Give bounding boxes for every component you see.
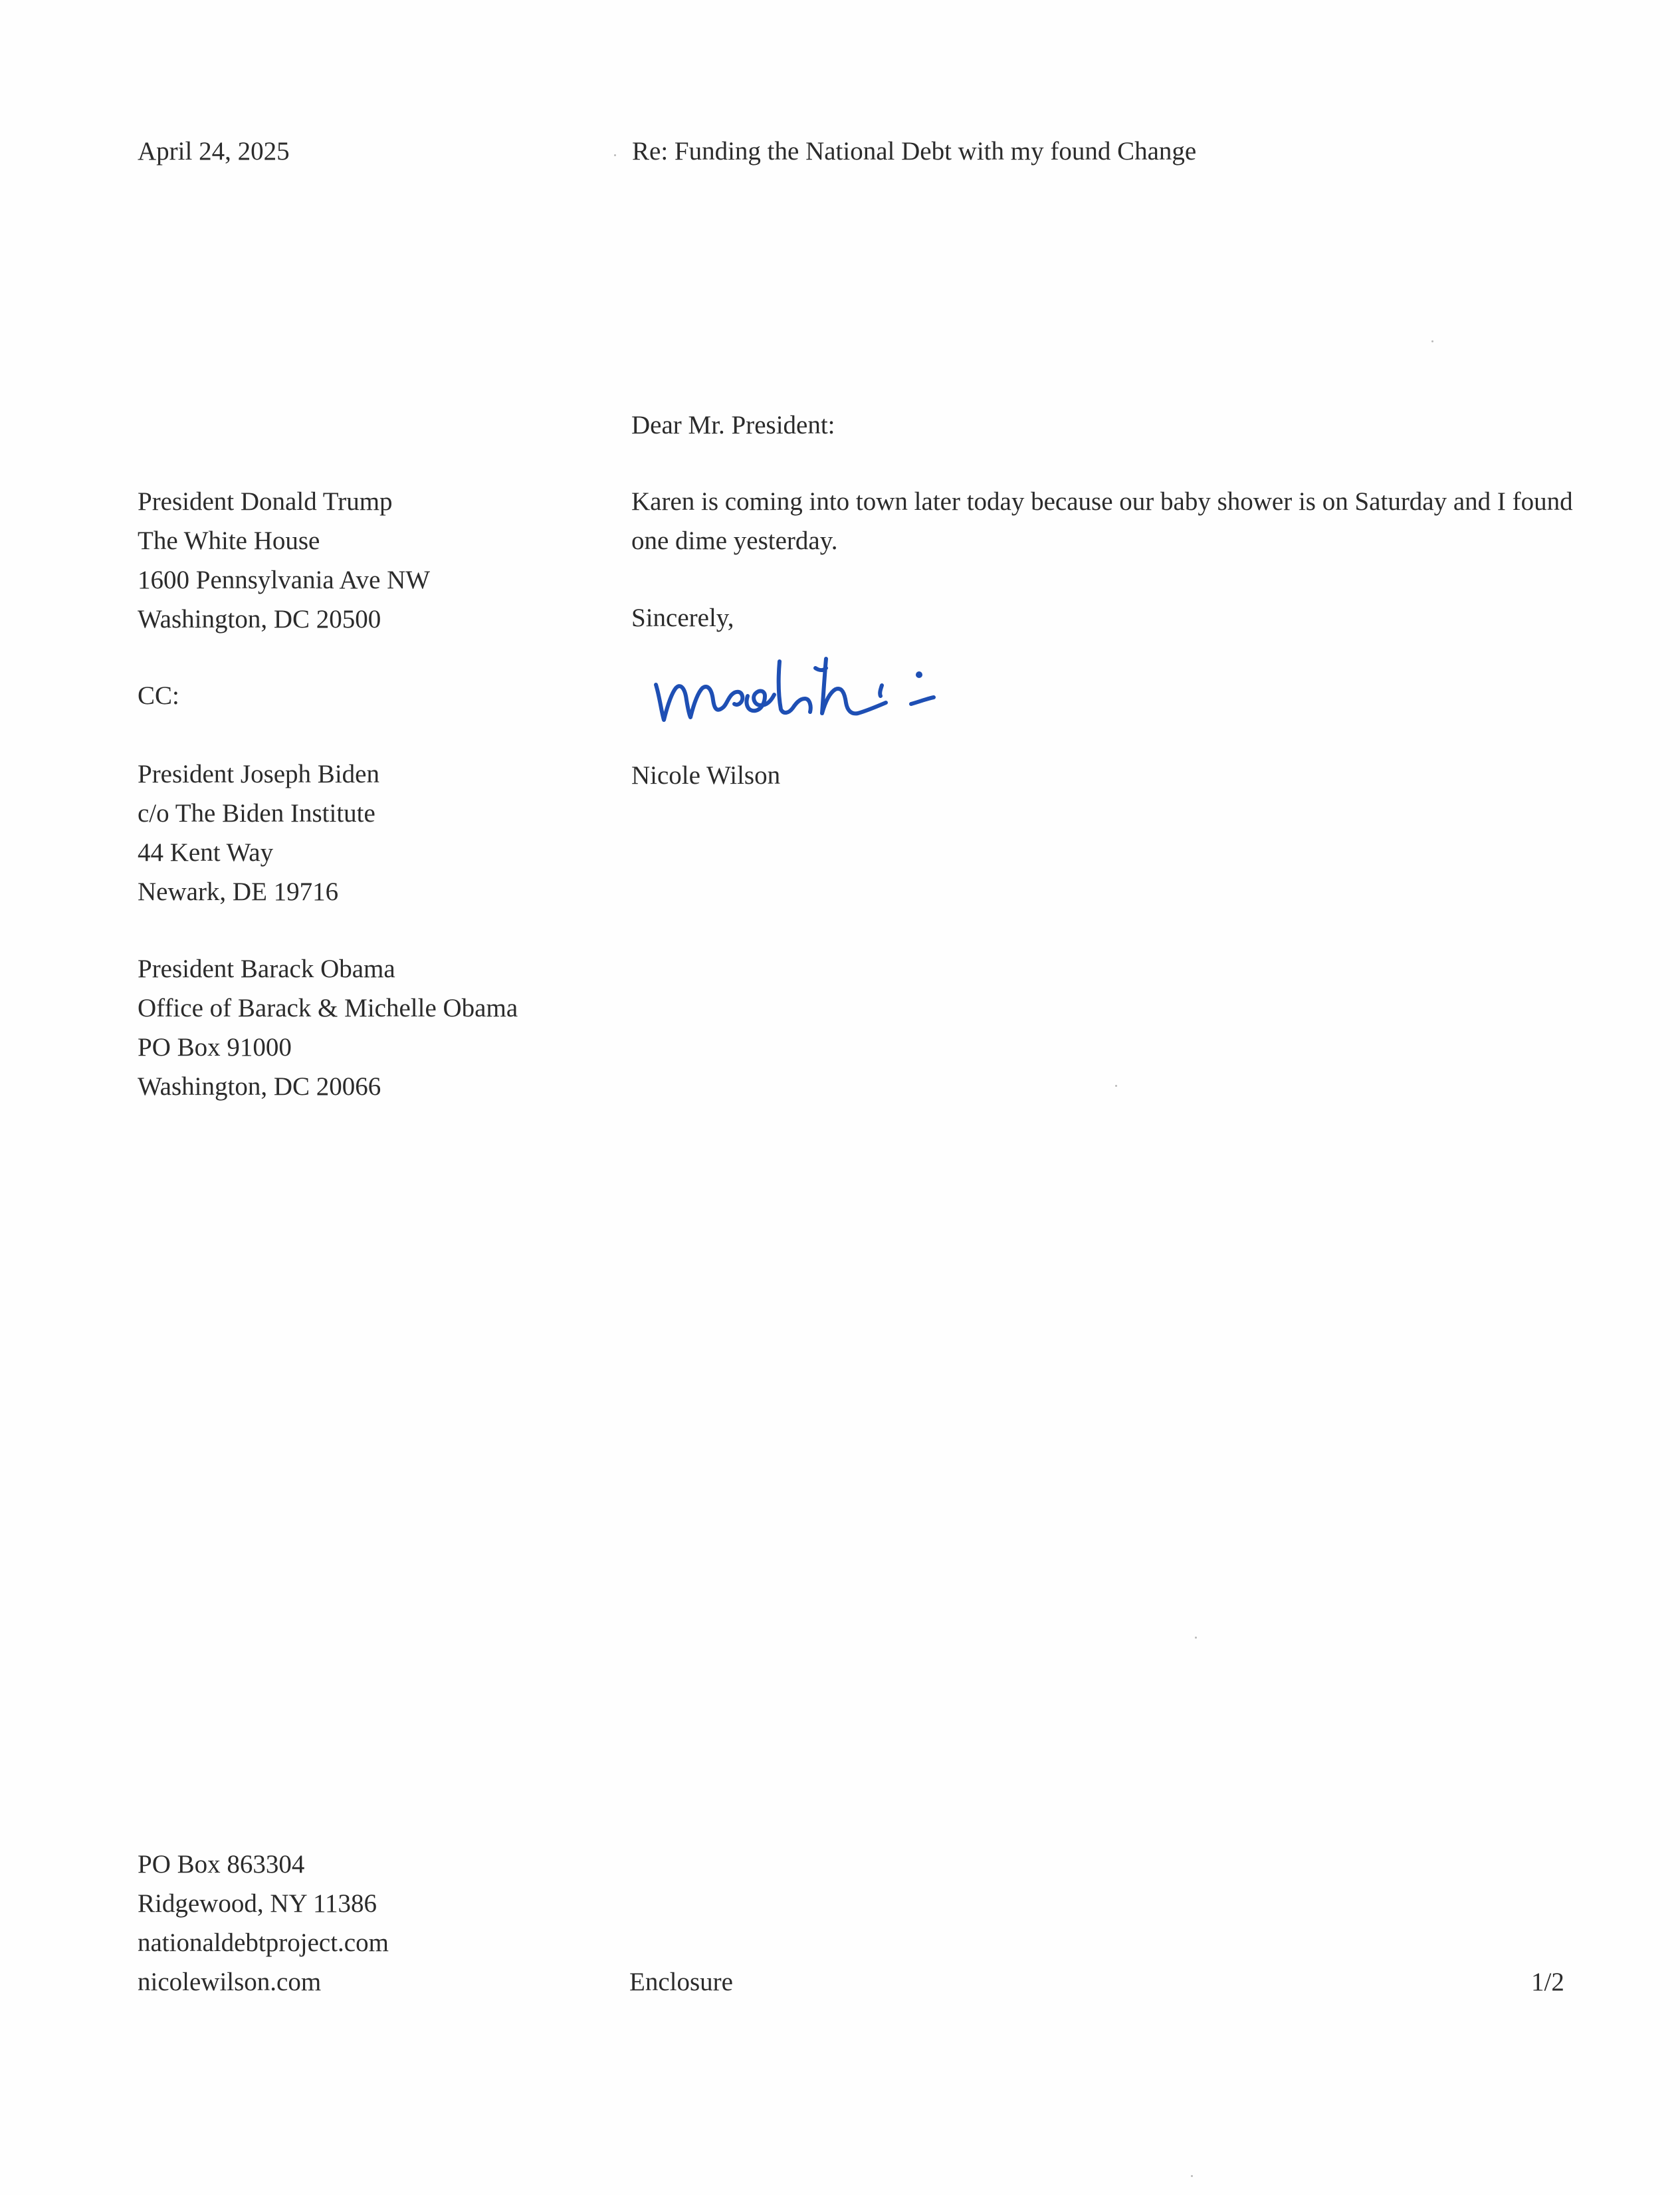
letter-body: Karen is coming into town later today because our baby shower is on Saturday and I found one dime yesterday.: [631, 487, 1573, 555]
closing: Sincerely,: [631, 604, 734, 632]
salutation: Dear Mr. President:: [631, 411, 835, 439]
cc-address-line: c/o The Biden Institute: [138, 799, 375, 828]
cc-address-line: President Barack Obama: [138, 955, 395, 983]
cc-recipient-obama: [138, 949, 518, 1106]
enclosure-note: Enclosure: [629, 1968, 733, 1996]
cc-address-line: Office of Barack & Michelle Obama: [138, 994, 518, 1022]
cc-address-line: President Joseph Biden: [138, 760, 379, 788]
cc-address-line: PO Box 91000: [138, 1033, 292, 1062]
cc-label: CC:: [138, 681, 179, 710]
scan-speck: [1191, 2175, 1193, 2177]
recipient-address-line: 1600 Pennsylvania Ave NW: [138, 566, 431, 594]
scan-speck: [1431, 340, 1433, 342]
sender-address: [138, 1845, 389, 2002]
sender-address-line: PO Box 863304: [138, 1850, 305, 1879]
recipient-address-line: Washington, DC 20500: [138, 605, 381, 634]
recipient-address: [138, 482, 430, 639]
signature-name: Nicole Wilson: [631, 761, 781, 790]
sender-address-line: nationaldebtproject.com: [138, 1928, 389, 1957]
sender-address-line: nicolewilson.com: [138, 1968, 322, 1996]
page-number: 1/2: [1531, 1968, 1564, 1996]
signature: [648, 648, 980, 728]
cc-recipient-biden: [138, 754, 379, 911]
recipient-address-line: President Donald Trump: [138, 487, 393, 516]
cc-address-line: Newark, DE 19716: [138, 877, 339, 906]
cc-address-line: Washington, DC 20066: [138, 1072, 381, 1101]
signature-dot: [916, 671, 922, 678]
signature-stroke: [656, 659, 934, 720]
cc-address-line: 44 Kent Way: [138, 838, 274, 867]
scan-speck: [1115, 1085, 1117, 1087]
sender-address-line: Ridgewood, NY 11386: [138, 1889, 377, 1918]
scan-speck: [1195, 1637, 1197, 1639]
recipient-address-line: The White House: [138, 526, 320, 555]
letter-subject: Re: Funding the National Debt with my found Change: [632, 137, 1197, 166]
letter-date: April 24, 2025: [138, 137, 290, 166]
scan-speck: [614, 154, 616, 156]
